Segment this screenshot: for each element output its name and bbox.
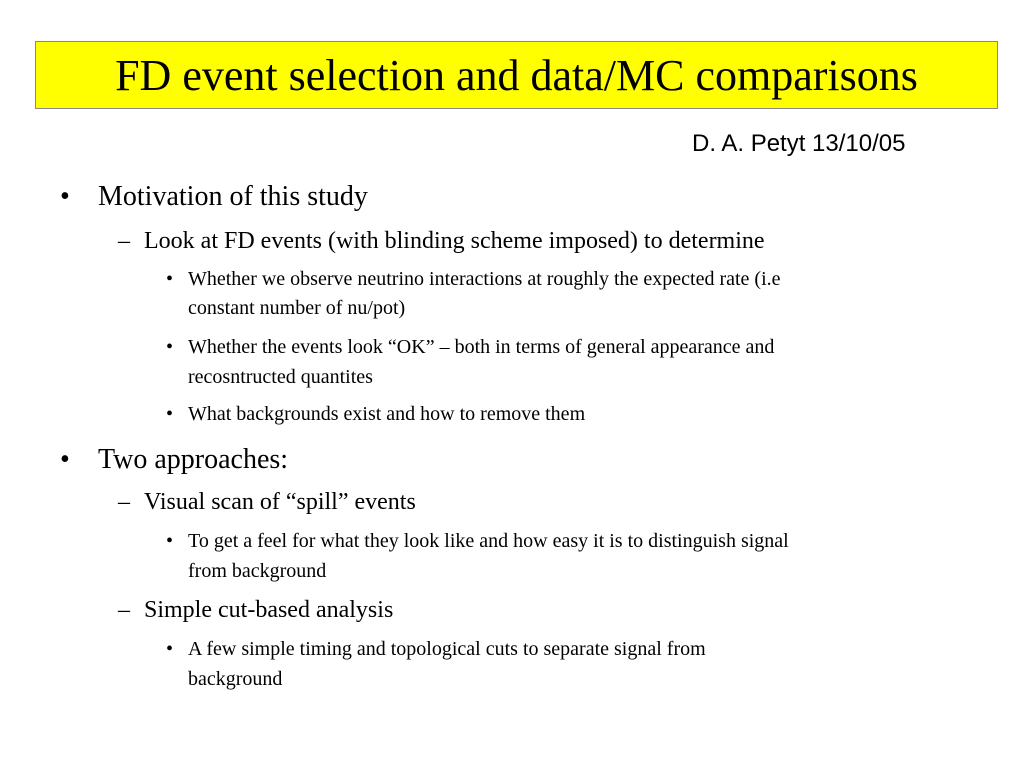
- bullet-level2: Visual scan of “spill” events: [144, 489, 416, 515]
- bullet-marker: •: [166, 403, 174, 425]
- bullet-level3-continuation: recosntructed quantites: [188, 366, 373, 388]
- bullet-level3: Whether we observe neutrino interactions at roughly the expected rate (i.e: [188, 268, 781, 290]
- dash-marker: –: [118, 228, 130, 254]
- bullet-level3: Whether the events look “OK” – both in terms of general appearance and: [188, 336, 775, 358]
- bullet-marker: •: [166, 268, 174, 290]
- bullet-level3: To get a feel for what they look like and how easy it is to distinguish signal: [188, 530, 789, 552]
- slide-title: FD event selection and data/MC comparisons: [115, 50, 918, 100]
- bullet-level2: Simple cut-based analysis: [144, 597, 394, 623]
- bullet-marker: •: [60, 181, 70, 212]
- bullet-level3-continuation: background: [188, 668, 283, 690]
- dash-marker: –: [118, 489, 130, 515]
- author-date: D. A. Petyt 13/10/05: [692, 130, 906, 157]
- bullet-marker: •: [166, 336, 174, 358]
- bullet-level3: What backgrounds exist and how to remove them: [188, 403, 586, 425]
- bullet-level1: Motivation of this study: [98, 181, 368, 212]
- bullet-level3: A few simple timing and topological cuts to separate signal from: [188, 638, 706, 660]
- bullet-marker: •: [166, 638, 174, 660]
- dash-marker: –: [118, 597, 130, 623]
- bullet-level3-continuation: constant number of nu/pot): [188, 297, 406, 319]
- bullet-level2: Look at FD events (with blinding scheme imposed) to determine: [144, 228, 765, 254]
- title-banner: [35, 41, 998, 109]
- bullet-level3-continuation: from background: [188, 560, 327, 582]
- bullet-marker: •: [60, 444, 70, 475]
- bullet-marker: •: [166, 530, 174, 552]
- bullet-level1: Two approaches:: [98, 444, 289, 475]
